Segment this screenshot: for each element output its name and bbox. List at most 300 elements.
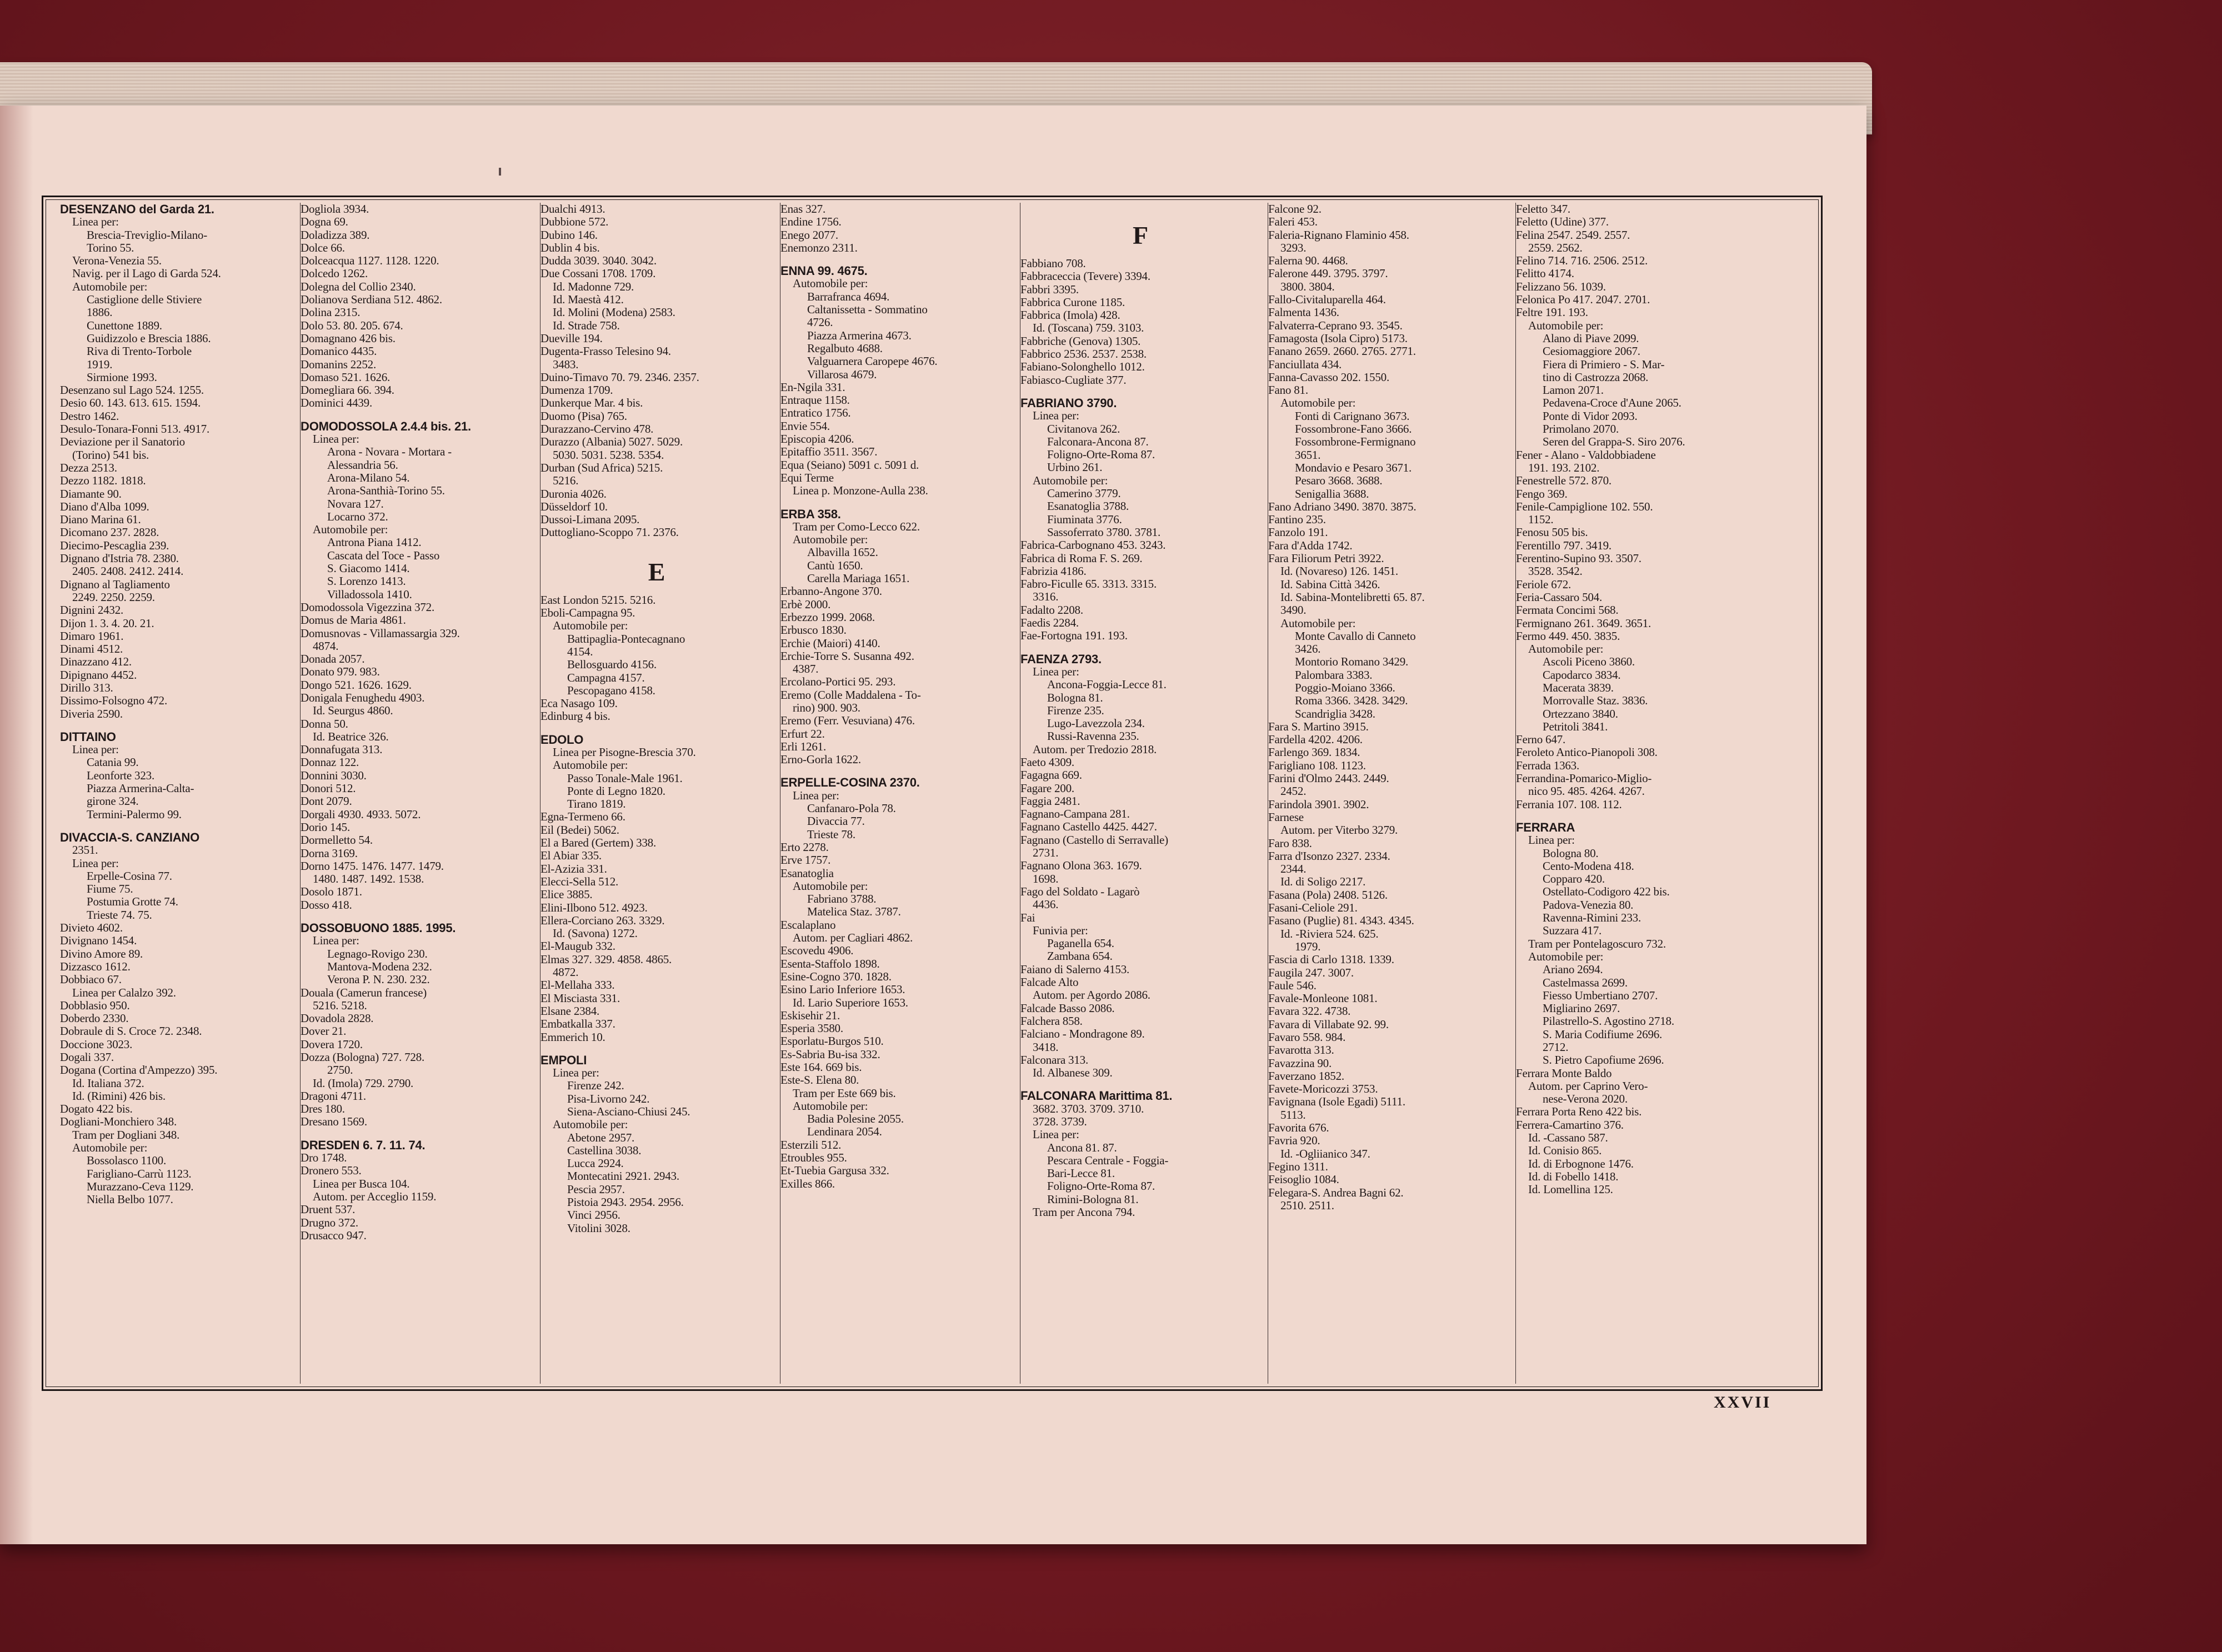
index-entry: Ferrera-Camartino 376. bbox=[1516, 1118, 1624, 1132]
index-entry: Tram per Como-Lecco 622. bbox=[793, 519, 920, 533]
index-entry: Domagnano 426 bis. bbox=[301, 331, 396, 345]
index-entry: Esine-Cogno 370. 1828. bbox=[780, 969, 892, 983]
index-entry: Falcone 92. bbox=[1268, 203, 1322, 216]
index-entry: Automobile per: bbox=[313, 523, 388, 537]
index-entry: Trieste 74. 75. bbox=[87, 908, 152, 922]
index-entry: Id. Molini (Modena) 2583. bbox=[553, 306, 675, 319]
index-entry: El-Mellaha 333. bbox=[541, 978, 615, 992]
index-entry: Id. di Fobello 1418. bbox=[1528, 1169, 1619, 1183]
index-entry: Matelica Staz. 3787. bbox=[807, 905, 901, 919]
index-entry: Fano 81. bbox=[1268, 383, 1308, 397]
index-entry: Fascia di Carlo 1318. 1339. bbox=[1268, 953, 1394, 967]
index-entry: Equi Terme bbox=[780, 470, 834, 484]
index-entry: Ferrania 107. 108. 112. bbox=[1516, 797, 1622, 811]
index-entry: Barrafranca 4694. bbox=[807, 289, 890, 303]
index-entry: Id. Sabina-Montelibretti 65. 87. bbox=[1280, 590, 1425, 604]
index-entry: Eremo (Ferr. Vesuviana) 476. bbox=[780, 714, 915, 728]
index-entry: Mantova-Modena 232. bbox=[327, 959, 432, 973]
index-entry: Id. Strade 758. bbox=[553, 318, 620, 332]
index-heading: DRESDEN 6. 7. 11. 74. bbox=[301, 1138, 426, 1152]
index-entry: Farigliano 108. 1123. bbox=[1268, 758, 1366, 772]
index-entry: girone 324. bbox=[87, 794, 139, 808]
index-entry: 3682. 3703. 3709. 3710. bbox=[1033, 1102, 1144, 1115]
index-entry: Automobile per: bbox=[793, 277, 868, 291]
index-entry: 4154. bbox=[567, 644, 593, 658]
index-entry: Domanins 2252. bbox=[301, 357, 377, 371]
index-entry: Ancona-Foggia-Lecce 81. bbox=[1047, 678, 1167, 692]
index-entry: Alano di Piave 2099. bbox=[1543, 331, 1639, 345]
index-heading: DESENZANO del Garda 21. bbox=[60, 203, 214, 216]
index-entry: tino di Castrozza 2068. bbox=[1543, 370, 1649, 384]
index-entry: Duomo (Pisa) 765. bbox=[541, 409, 627, 423]
index-entry: Lendinara 2054. bbox=[807, 1125, 882, 1139]
index-entry: Ferno 647. bbox=[1516, 733, 1565, 747]
index-entry: Id. (Toscana) 759. 3103. bbox=[1033, 321, 1144, 335]
index-entry: Faeto 4309. bbox=[1020, 755, 1074, 769]
index-entry: Fabiasco-Cugliate 377. bbox=[1020, 373, 1127, 387]
index-entry: Favarotta 313. bbox=[1268, 1043, 1334, 1057]
index-entry: Douala (Camerun francese) bbox=[301, 985, 427, 999]
index-entry: Id. di Soligo 2217. bbox=[1280, 875, 1366, 889]
index-entry: Dolceacqua 1127. 1128. 1220. bbox=[301, 254, 439, 268]
index-entry: Falerone 449. 3795. 3797. bbox=[1268, 267, 1388, 281]
index-entry: Fener - Alano - Valdobbiadene bbox=[1516, 448, 1656, 462]
index-entry: Petritoli 3841. bbox=[1543, 719, 1608, 733]
index-entry: Cantù 1650. bbox=[807, 558, 863, 572]
index-entry: Faule 546. bbox=[1268, 978, 1317, 992]
index-heading: EDOLO bbox=[541, 732, 584, 747]
index-entry: Domus de Maria 4861. bbox=[301, 613, 406, 627]
index-entry: Automobile per: bbox=[1033, 473, 1108, 487]
index-entry: Dijon 1. 3. 4. 20. 21. bbox=[60, 616, 154, 630]
index-entry: Diveria 2590. bbox=[60, 707, 123, 720]
index-entry: Ferrara Monte Baldo bbox=[1516, 1066, 1612, 1080]
index-entry: Donato 979. 983. bbox=[301, 665, 380, 679]
index-entry: Cesiomaggiore 2067. bbox=[1543, 344, 1640, 358]
index-entry: 5216. bbox=[553, 474, 579, 488]
index-entry: nese-Verona 2020. bbox=[1543, 1092, 1628, 1106]
index-entry: Linea per: bbox=[72, 215, 119, 229]
index-entry: Este 164. 669 bis. bbox=[780, 1060, 862, 1074]
index-entry: Feletto (Udine) 377. bbox=[1516, 215, 1609, 229]
index-entry: 4726. bbox=[807, 316, 833, 329]
index-entry: Linea per: bbox=[1033, 1128, 1079, 1142]
index-entry: Domegliara 66. 394. bbox=[301, 383, 394, 397]
index-entry: Automobile per: bbox=[793, 533, 868, 547]
index-entry: Autom. per Caprino Vero- bbox=[1528, 1079, 1648, 1093]
index-entry: Linea per: bbox=[793, 788, 839, 802]
index-entry: Divaccia 77. bbox=[807, 814, 865, 828]
index-entry: Erchie (Maiori) 4140. bbox=[780, 636, 880, 650]
index-entry: Id. Lario Superiore 1653. bbox=[793, 995, 908, 1009]
index-entry: Leonforte 323. bbox=[87, 768, 154, 782]
index-entry: Dragoni 4711. bbox=[301, 1089, 366, 1103]
index-entry: Navig. per il Lago di Garda 524. bbox=[72, 267, 221, 281]
index-entry: Domanico 4435. bbox=[301, 344, 377, 358]
index-entry: Deviazione per il Sanatorio bbox=[60, 435, 185, 449]
index-entry: Dunkerque Mar. 4 bis. bbox=[541, 396, 643, 410]
index-entry: Favria 920. bbox=[1268, 1134, 1320, 1148]
index-entry: Fabbriche (Genova) 1305. bbox=[1020, 334, 1141, 348]
index-entry: Eboli-Campagna 95. bbox=[541, 606, 635, 620]
index-entry: Fabbri 3395. bbox=[1020, 282, 1079, 296]
index-entry: Funivia per: bbox=[1033, 923, 1088, 937]
index-entry: Doladizza 389. bbox=[301, 228, 370, 242]
index-entry: Favara di Villabate 92. 99. bbox=[1268, 1017, 1389, 1031]
index-entry: Cento-Modena 418. bbox=[1543, 859, 1634, 873]
index-entry: Faverzano 1852. bbox=[1268, 1069, 1344, 1083]
index-entry: Dignano al Tagliamento bbox=[60, 577, 170, 591]
index-entry: Erto 2278. bbox=[780, 840, 829, 854]
index-entry: Termini-Palermo 99. bbox=[87, 807, 182, 821]
index-heading: DIVACCIA-S. CANZIANO bbox=[60, 830, 200, 844]
index-entry: Elsane 2384. bbox=[541, 1004, 600, 1018]
index-entry: Cunettone 1889. bbox=[87, 318, 162, 332]
index-entry: Firenze 235. bbox=[1047, 703, 1104, 717]
index-entry: Autom. per Agordo 2086. bbox=[1033, 988, 1150, 1002]
index-entry: Fiesso Umbertiano 2707. bbox=[1543, 988, 1658, 1002]
index-entry: Farini d'Olmo 2443. 2449. bbox=[1268, 772, 1389, 785]
index-entry: Autom. per Cagliari 4862. bbox=[793, 931, 913, 945]
index-entry: Ravenna-Rimini 233. bbox=[1543, 911, 1642, 925]
index-entry: 1979. bbox=[1295, 939, 1321, 953]
index-entry: Id. (Savona) 1272. bbox=[553, 927, 638, 940]
index-entry: 2351. bbox=[72, 843, 98, 857]
index-column-6 bbox=[1268, 203, 1508, 1384]
index-entry: Automobile per: bbox=[553, 1118, 628, 1132]
index-entry: El-Maugub 332. bbox=[541, 939, 615, 953]
index-entry: Dugenta-Frasso Telesino 94. bbox=[541, 344, 671, 358]
index-entry: Dolcedo 1262. bbox=[301, 267, 368, 281]
index-entry: Autom. per Viterbo 3279. bbox=[1280, 823, 1398, 837]
index-entry: Feriole 672. bbox=[1516, 577, 1572, 591]
index-entry: Durazzano-Cervino 478. bbox=[541, 422, 654, 436]
index-entry: Suzzara 417. bbox=[1543, 924, 1602, 938]
index-entry: Dogato 422 bis. bbox=[60, 1102, 133, 1116]
index-entry: rino) 900. 903. bbox=[793, 700, 860, 714]
index-entry: Durban (Sud Africa) 5215. bbox=[541, 460, 663, 474]
index-entry: Egna-Termeno 66. bbox=[541, 810, 625, 824]
index-heading: EMPOLI bbox=[541, 1053, 587, 1067]
index-entry: Palombara 3383. bbox=[1295, 668, 1373, 682]
index-entry: Seren del Grappa-S. Siro 2076. bbox=[1543, 435, 1685, 449]
index-entry: Fasani-Celiole 291. bbox=[1268, 901, 1358, 915]
index-entry: Id. -Cassano 587. bbox=[1528, 1131, 1608, 1145]
index-entry: Macerata 3839. bbox=[1543, 680, 1614, 694]
index-entry: 1919. bbox=[87, 357, 113, 371]
index-entry: Arona-Santhià-Torino 55. bbox=[327, 484, 445, 498]
index-entry: Dobblasio 950. bbox=[60, 998, 130, 1012]
index-column-1 bbox=[60, 203, 292, 1384]
index-entry: Verona-Venezia 55. bbox=[72, 254, 162, 268]
index-entry: (Torino) 541 bis. bbox=[72, 448, 149, 462]
index-entry: Fardella 4202. 4206. bbox=[1268, 733, 1363, 747]
index-entry: Pilastrello-S. Agostino 2718. bbox=[1543, 1014, 1674, 1028]
index-entry: Farigliano-Carrù 1123. bbox=[87, 1167, 192, 1180]
index-entry: Foligno-Orte-Roma 87. bbox=[1047, 1179, 1155, 1193]
index-entry: Ferrandina-Pomarico-Miglio- bbox=[1516, 772, 1652, 785]
index-entry: 4387. bbox=[793, 662, 819, 676]
index-heading: DOMODOSSOLA 2.4.4 bis. 21. bbox=[301, 419, 471, 433]
index-entry: Id. Beatrice 326. bbox=[313, 729, 389, 743]
index-entry: Feria-Cassaro 504. bbox=[1516, 590, 1603, 604]
index-entry: Civitanova 262. bbox=[1047, 422, 1120, 435]
index-entry: Donna 50. bbox=[301, 717, 348, 730]
index-entry: Linea per Pisogne-Brescia 370. bbox=[553, 745, 696, 759]
index-entry: 3418. bbox=[1033, 1040, 1059, 1054]
index-entry: Pescopagano 4158. bbox=[567, 683, 655, 697]
index-entry: Faugila 247. 3007. bbox=[1268, 965, 1354, 979]
index-entry: Pesaro 3668. 3688. bbox=[1295, 474, 1383, 488]
index-entry: Montorio Romano 3429. bbox=[1295, 655, 1409, 669]
index-entry: Ostellato-Codigoro 422 bis. bbox=[1543, 885, 1670, 899]
index-entry: Senigallia 3688. bbox=[1295, 487, 1369, 500]
index-entry: Urbino 261. bbox=[1047, 460, 1103, 474]
index-entry: Linea per: bbox=[72, 743, 119, 757]
index-entry: Id. -Ogliianico 347. bbox=[1280, 1147, 1370, 1160]
index-entry: Ortezzano 3840. bbox=[1543, 707, 1618, 720]
index-entry: Ariano 2694. bbox=[1543, 963, 1603, 977]
index-entry: Falerna 90. 4468. bbox=[1268, 254, 1348, 268]
index-column-3 bbox=[540, 203, 773, 1384]
index-heading: FAENZA 2793. bbox=[1020, 652, 1102, 666]
index-entry: Piazza Armerina 4673. bbox=[807, 328, 912, 342]
index-entry: 2405. 2408. 2412. 2414. bbox=[72, 564, 184, 578]
index-entry: Dont 2079. bbox=[301, 794, 352, 808]
index-entry: Erfurt 22. bbox=[780, 727, 825, 740]
index-entry: Enemonzo 2311. bbox=[780, 241, 858, 254]
index-entry: Guidizzolo e Brescia 1886. bbox=[87, 331, 211, 345]
index-entry: nico 95. 485. 4264. 4267. bbox=[1528, 784, 1645, 798]
index-entry: Copparo 420. bbox=[1543, 872, 1605, 886]
index-entry: 1698. bbox=[1033, 872, 1059, 885]
index-entry: Faleri 453. bbox=[1268, 215, 1318, 229]
index-entry: Felitto 4174. bbox=[1516, 267, 1574, 281]
index-entry: Farlengo 369. 1834. bbox=[1268, 745, 1360, 759]
index-entry: Favara 322. 4738. bbox=[1268, 1004, 1351, 1018]
index-entry: Dosso 418. bbox=[301, 898, 352, 912]
index-entry: Novara 127. bbox=[327, 497, 384, 510]
index-entry: Id. Seurgus 4860. bbox=[313, 704, 393, 718]
index-entry: Linea per: bbox=[553, 1066, 599, 1080]
index-entry: Faedis 2284. bbox=[1020, 616, 1079, 630]
index-entry: Druent 537. bbox=[301, 1203, 356, 1217]
index-entry: El-Azizia 331. bbox=[541, 862, 607, 875]
index-entry: Dimaro 1961. bbox=[60, 629, 124, 643]
index-entry: Roma 3366. 3428. 3429. bbox=[1295, 694, 1408, 708]
index-entry: Fanna-Cavasso 202. 1550. bbox=[1268, 370, 1390, 384]
index-entry: Dolina 2315. bbox=[301, 306, 361, 319]
index-heading: ERPELLE-COSINA 2370. bbox=[780, 775, 920, 790]
page-number: XXVII bbox=[1714, 1393, 1771, 1411]
index-entry: Envie 554. bbox=[780, 419, 830, 433]
index-entry: Castiglione delle Stiviere bbox=[87, 293, 202, 307]
index-entry: Favorita 676. bbox=[1268, 1121, 1329, 1135]
index-entry: Dizzasco 1612. bbox=[60, 959, 131, 973]
index-entry: Duttogliano-Scoppo 71. 2376. bbox=[541, 525, 679, 539]
index-entry: Divieto 4602. bbox=[60, 921, 123, 935]
index-entry: Fantino 235. bbox=[1268, 513, 1326, 527]
index-entry: Doberdo 2330. bbox=[60, 1012, 129, 1025]
index-heading: FABRIANO 3790. bbox=[1020, 396, 1117, 410]
index-entry: Valguarnera Caropepe 4676. bbox=[807, 354, 938, 368]
index-entry: Firenze 242. bbox=[567, 1079, 624, 1093]
page-mark bbox=[499, 168, 501, 176]
index-entry: 2344. bbox=[1280, 862, 1307, 876]
index-entry: Pedavena-Croce d'Aune 2065. bbox=[1543, 396, 1681, 410]
index-entry: Linea per: bbox=[1528, 833, 1575, 847]
index-entry: Linea per: bbox=[72, 856, 119, 870]
index-entry: Dinami 4512. bbox=[60, 642, 123, 656]
index-entry: S. Lorenzo 1413. bbox=[327, 574, 406, 588]
index-entry: Eskisehir 21. bbox=[780, 1008, 840, 1022]
index-entry: Fabiano-Solonghello 1012. bbox=[1020, 360, 1145, 374]
index-entry: Trieste 78. bbox=[807, 827, 855, 841]
index-entry: 2712. bbox=[1543, 1040, 1569, 1054]
index-entry: Dolianova Serdiana 512. 4862. bbox=[301, 293, 442, 307]
index-entry: Ponte di Vidor 2093. bbox=[1543, 409, 1638, 423]
index-entry: Murazzano-Ceva 1129. bbox=[87, 1179, 194, 1193]
index-column-2 bbox=[300, 203, 533, 1384]
index-entry: Piazza Armerina-Calta- bbox=[87, 782, 194, 795]
index-entry: Morrovalle Staz. 3836. bbox=[1543, 694, 1648, 708]
index-entry: Erli 1261. bbox=[780, 739, 826, 753]
index-entry: Es-Sabria Bu-isa 332. bbox=[780, 1047, 880, 1061]
index-entry: Siena-Asciano-Chiusi 245. bbox=[567, 1105, 690, 1118]
index-entry: Erchie-Torre S. Susanna 492. bbox=[780, 649, 914, 663]
index-entry: Famagosta (Isola Cipro) 5173. bbox=[1268, 331, 1408, 345]
index-entry: Fenestrelle 572. 870. bbox=[1516, 474, 1612, 488]
index-entry: Erve 1757. bbox=[780, 853, 831, 867]
index-entry: Falconara-Ancona 87. bbox=[1047, 434, 1149, 448]
index-entry: Esanatoglia bbox=[780, 866, 834, 880]
index-entry: Dronero 553. bbox=[301, 1164, 362, 1178]
index-entry: Automobile per: bbox=[1528, 949, 1604, 963]
index-entry: Donnafugata 313. bbox=[301, 743, 383, 757]
index-entry: Faleria-Rignano Flaminio 458. bbox=[1268, 228, 1409, 242]
index-entry: Fonti di Carignano 3673. bbox=[1295, 409, 1410, 423]
index-entry: Faggia 2481. bbox=[1020, 794, 1080, 808]
index-entry: Fabrizia 4186. bbox=[1020, 564, 1087, 578]
index-entry: Donnaz 122. bbox=[301, 755, 359, 769]
index-entry: Niella Belbo 1077. bbox=[87, 1193, 173, 1207]
index-entry: Donnini 3030. bbox=[301, 768, 367, 782]
index-entry: Dussoi-Limana 2095. bbox=[541, 513, 640, 527]
index-entry: 2249. 2250. 2259. bbox=[72, 590, 155, 604]
index-entry: Arona - Novara - Mortara - bbox=[327, 445, 452, 459]
index-entry: Drusacco 947. bbox=[301, 1228, 367, 1242]
index-entry: Sirmione 1993. bbox=[87, 370, 157, 384]
section-letter: F bbox=[1133, 221, 1148, 249]
index-entry: Dinazzano 412. bbox=[60, 655, 132, 669]
index-entry: 3490. bbox=[1280, 603, 1307, 617]
index-entry: 2750. bbox=[327, 1063, 353, 1077]
index-entry: Dualchi 4913. bbox=[541, 203, 605, 216]
index-entry: East London 5215. 5216. bbox=[541, 593, 656, 607]
index-entry: Fenosu 505 bis. bbox=[1516, 525, 1588, 539]
index-entry: Favale-Monleone 1081. bbox=[1268, 992, 1378, 1005]
index-entry: Ponte di Legno 1820. bbox=[567, 784, 665, 798]
index-entry: Dogana (Cortina d'Ampezzo) 395. bbox=[60, 1063, 218, 1077]
index-entry: Campagna 4157. bbox=[567, 670, 645, 684]
index-entry: Fae-Fortogna 191. 193. bbox=[1020, 629, 1128, 643]
index-entry: Desio 60. 143. 613. 615. 1594. bbox=[60, 396, 201, 410]
index-entry: Foligno-Orte-Roma 87. bbox=[1047, 448, 1155, 462]
index-entry: Ercolano-Portici 95. 293. bbox=[780, 675, 896, 689]
index-entry: Elmas 327. 329. 4858. 4865. bbox=[541, 952, 672, 966]
index-entry: Dorgali 4930. 4933. 5072. bbox=[301, 807, 421, 821]
index-entry: Id. (Novareso) 126. 1451. bbox=[1280, 564, 1398, 578]
index-entry: Ferentillo 797. 3419. bbox=[1516, 538, 1612, 552]
index-entry: Arona-Milano 54. bbox=[327, 470, 410, 484]
index-entry: 3800. 3804. bbox=[1280, 279, 1335, 293]
index-entry: Dignano d'Istria 78. 2380. bbox=[60, 552, 179, 565]
index-entry: Dignini 2432. bbox=[60, 603, 124, 617]
index-entry: Automobile per: bbox=[72, 279, 148, 293]
index-entry: Migliarino 2697. bbox=[1543, 1002, 1620, 1015]
index-entry: Esino Lario Inferiore 1653. bbox=[780, 983, 905, 997]
index-entry: Fagnano Castello 4425. 4427. bbox=[1020, 820, 1157, 834]
index-entry: Emmerich 10. bbox=[541, 1030, 605, 1044]
index-entry: 2559. 2562. bbox=[1528, 241, 1583, 254]
index-entry: Dogna 69. bbox=[301, 215, 348, 229]
index-entry: 191. 193. 2102. bbox=[1528, 460, 1600, 474]
index-entry: Epitaffio 3511. 3567. bbox=[780, 445, 878, 459]
index-entry: Id. Conisio 865. bbox=[1528, 1144, 1602, 1158]
index-entry: Automobile per: bbox=[72, 1141, 148, 1155]
index-entry: Autom. per Tredozio 2818. bbox=[1033, 742, 1157, 756]
index-entry: Elice 3885. bbox=[541, 888, 593, 902]
index-entry: Falciano - Mondragone 89. bbox=[1020, 1027, 1145, 1041]
index-entry: Fabrica-Carbognano 453. 3243. bbox=[1020, 538, 1166, 552]
index-column-7 bbox=[1515, 203, 1760, 1384]
index-entry: Id. Sabina Città 3426. bbox=[1280, 577, 1380, 591]
index-entry: Feroleto Antico-Pianopoli 308. bbox=[1516, 745, 1658, 759]
index-entry: S. Pietro Capofiume 2696. bbox=[1543, 1053, 1664, 1067]
index-entry: Fossombrone-Fermignano bbox=[1295, 435, 1416, 449]
index-entry: Capodarco 3834. bbox=[1543, 668, 1621, 682]
index-entry: Fiume 75. bbox=[87, 882, 133, 896]
index-entry: Fiera di Primiero - S. Mar- bbox=[1543, 357, 1665, 371]
index-entry: Locarno 372. bbox=[327, 509, 388, 523]
index-entry: Fagagna 669. bbox=[1020, 768, 1082, 782]
index-entry: Dover 21. bbox=[301, 1024, 347, 1038]
index-entry: Esenta-Staffolo 1898. bbox=[780, 957, 880, 970]
index-entry: El Abiar 335. bbox=[541, 849, 602, 863]
index-entry: Eremo (Colle Maddalena - To- bbox=[780, 688, 921, 702]
index-entry: Tram per Ancona 794. bbox=[1033, 1205, 1135, 1219]
index-entry: 3651. bbox=[1295, 448, 1321, 462]
index-entry: Dorno 1475. 1476. 1477. 1479. bbox=[301, 859, 444, 873]
index-entry: Id. -Riviera 524. 625. bbox=[1280, 927, 1379, 940]
index-entry: Dumenza 1709. bbox=[541, 383, 613, 397]
index-entry: Fanzolo 191. bbox=[1268, 525, 1328, 539]
index-entry: Bossolasco 1100. bbox=[87, 1154, 167, 1168]
index-entry: Erno-Gorla 1622. bbox=[780, 753, 861, 767]
index-entry: Ellera-Corciano 263. 3329. bbox=[541, 913, 665, 927]
index-entry: Fanano 2659. 2660. 2765. 2771. bbox=[1268, 344, 1416, 358]
index-entry: Felonica Po 417. 2047. 2701. bbox=[1516, 293, 1650, 307]
index-entry: Automobile per: bbox=[1528, 642, 1604, 656]
index-heading: ENNA 99. 4675. bbox=[780, 264, 868, 278]
index-entry: Monte Cavallo di Canneto bbox=[1295, 629, 1416, 643]
index-entry: Automobile per: bbox=[1280, 616, 1356, 630]
index-entry: Fasano (Puglie) 81. 4343. 4345. bbox=[1268, 914, 1414, 928]
index-entry: Falchera 858. bbox=[1020, 1014, 1083, 1028]
index-entry: Dezza 2513. bbox=[60, 460, 117, 474]
index-entry: Farra d'Isonzo 2327. 2334. bbox=[1268, 849, 1390, 863]
index-entry: Enego 2077. bbox=[780, 228, 838, 242]
